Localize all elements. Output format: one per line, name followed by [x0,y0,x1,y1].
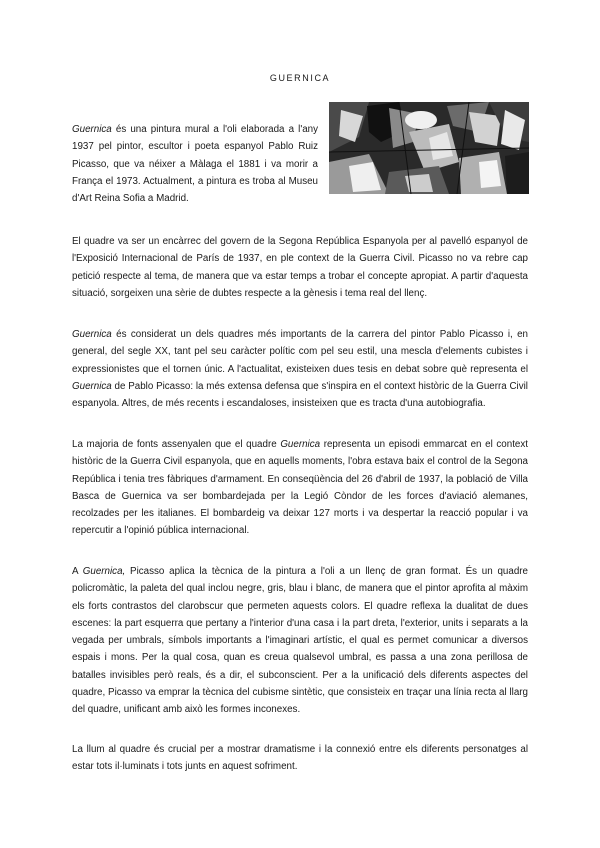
paragraph-text: de Pablo Picasso: la més extensa defensa que s'inspira en el context històric de la Guerra Civil espanyola. Altres, de més recents i escandaloses, insisteixen que es tracta d'una autobiografia. [72,380,528,410]
paragraph-text: representa un episodi emmarcat en el context històric de la Guerra Civil espanyola, que en aquells moments, l'obra estava baix el control de la Segona República i tenia tres fàbriques d'armament. En conseqüència del 26 d'abril de 1937, la població de Villa Basca de Guernica va ser bombardejada per la Legió Còndor de les forces d'aviació alemanes, recolzades per les italianes. El bombardeig va deixar 127 morts i va despertar la reacció popular i va repercutir a l'opinió pública internacional. [72,439,528,537]
paragraph-commission: El quadre va ser un encàrrec del govern de la Segona República Espanyola per al pavelló espanyol de l'Exposició Internacional de París de 1937, en ple context de la Guerra Civil. Picasso no va rebre cap petició respecte al tema, de manera que va estar temps a trobar el concepte apropiat. A partir d'aquesta situació, sorgeixen una sèrie de dubtes respecte a la gènesis i tema real del llenç. [72,236,528,299]
paragraph-importance [72,326,528,412]
paragraph-technique [72,563,528,719]
paragraph-historical-context [72,436,528,540]
document-title: GUERNICA [269,73,331,83]
paragraph-text: A [72,566,83,577]
paragraph-text: és considerat un dels quadres més importants de la carrera del pintor Pablo Picasso i, en general, del segle XX, tant pel seu caràcter polític com pel seu estil, una mescla d'elements cubistes i expressionistes que el tornen únic. A l'actualitat, existeixen dues tesis en debat sobre què representa el [72,329,528,375]
guernica-painting-image [329,102,529,194]
paragraph-light: La llum al quadre és crucial per a mostrar dramatisme i la connexió entre els diferents personatges al estar tots il·luminats i tots junts en aquest sofriment. [72,744,528,773]
italic-title: Guernica [72,380,112,392]
guernica-artwork [329,102,529,194]
intro-italic-title: Guernica [72,124,112,135]
italic-title: Guernica [280,439,321,450]
intro-text: és una pintura mural a l'oli elaborada a l'any 1937 pel pintor, escultor i poeta espanyol Pablo Ruiz Picasso, que va néixer a Màlaga el 1881 i va morir a França el 1973. Actualment, a pintura es troba al Museu d'Art Reina Sofia a Madrid. [72,124,318,205]
italic-title: Guernica, [82,566,126,577]
italic-title: Guernica [72,329,112,340]
intro-paragraph [72,121,318,207]
paragraph-text: Picasso aplica la tècnica de la pintura a l'oli a un llenç de gran format. És un quadre policromàtic, la paleta del qual inclou negre, gris, blau i blanc, de manera que el pintor aprofita al màxim els forts contrastos del clarobscur que permeten aquests colors. El quadre reflexa la dualitat de dues escenes: la part esquerra que pertany a l'interior d'una casa i la part dreta, l'exterior, units i separats a la vegada per umbrals, símbols importants a l'imaginari artístic, el qual es permet comunicar a diversos espais i mons. Per la qual cosa, quan es creua qualsevol umbral, es passa a una zona perillosa de batalles invisibles però reals, és a dir, el subconscient. Per a la unificació dels diferents aspectes del quadre, Picasso va emprar la tècnica del cubisme sintètic, que consisteix en traçar una línia recta al llarg del quadre, unificant amb això les formes inconexes. [72,566,528,716]
paragraph-text: La majoria de fonts assenyalen que el quadre [72,439,281,450]
